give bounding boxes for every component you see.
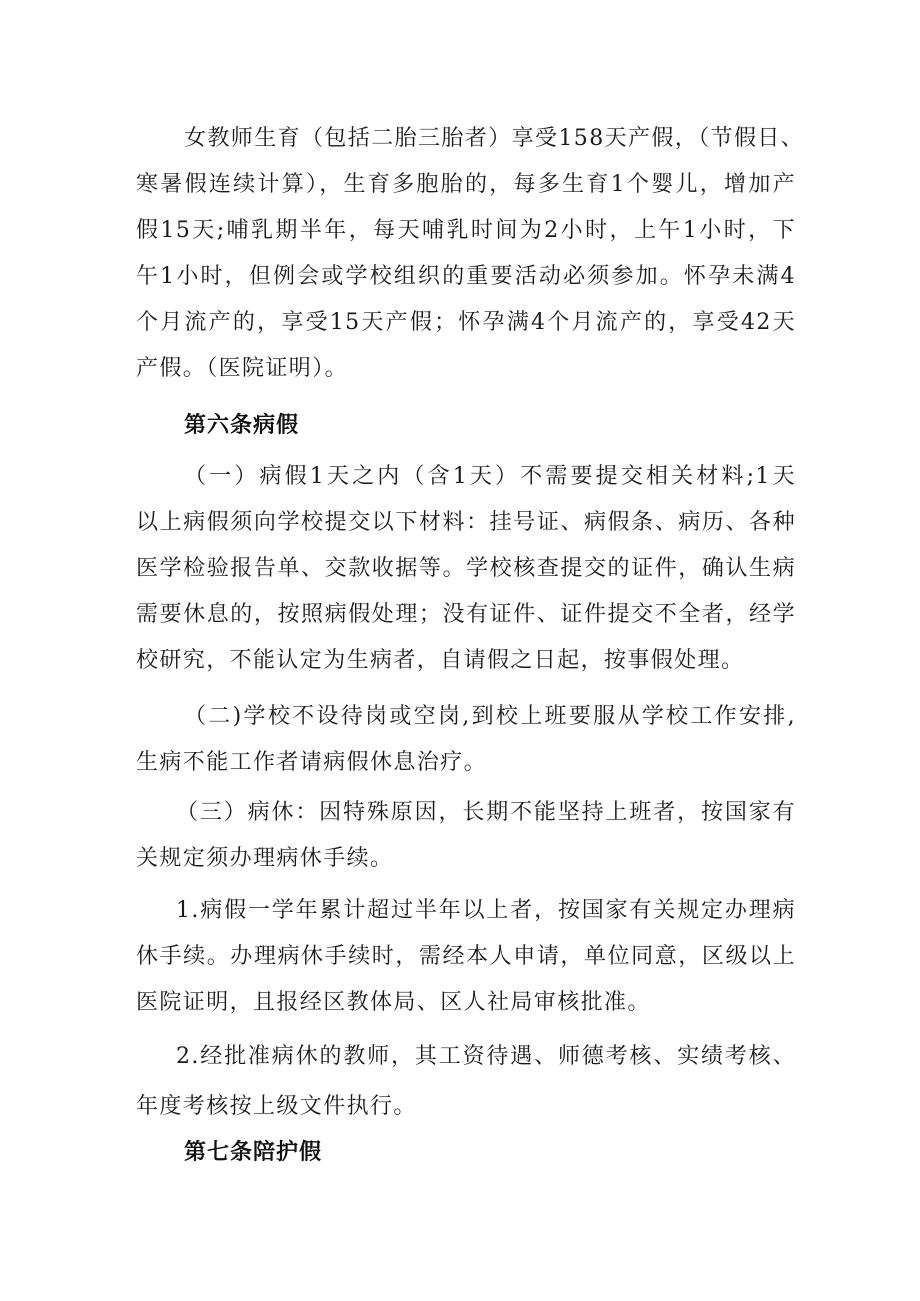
paragraph-sick-rest-1-line-1: 1.病假一学年累计超过半年以上者，按国家有关规定办理病 — [176, 898, 796, 923]
paragraph-sick-rest-2-line-2: 年度考核按上级文件执行。 — [136, 1094, 417, 1119]
paragraph-sick-leave-1-line-2: 以上病假须向学校提交以下材料：挂号证、病假条、病历、各种 — [136, 510, 796, 535]
section-heading-escort-leave: 第七条陪护假 — [184, 1140, 323, 1165]
paragraph-sick-leave-3-line-1: （三）病休：因特殊原因，长期不能坚持上班者，按国家有 — [176, 800, 796, 825]
paragraph-sick-rest-2-line-1: 2.经批准病休的教师，其工资待遇、师德考核、实绩考核、 — [176, 1044, 796, 1069]
paragraph-sick-leave-2-line-2: 生病不能工作者请病假休息治疗。 — [136, 750, 488, 775]
paragraph-maternity-line-1: 女教师生育（包括二胎三胎者）享受158天产假，（节假日、 — [184, 126, 805, 151]
section-heading-sick-leave: 第六条病假 — [184, 413, 300, 438]
paragraph-sick-leave-1-line-1: （一）病假1天之内（含1天）不需要提交相关材料;1天 — [184, 464, 796, 489]
paragraph-sick-leave-2-line-1: （二)学校不设待岗或空岗,到校上班要服从学校工作安排, — [184, 704, 796, 729]
paragraph-sick-rest-1-line-3: 医院证明，且报经区教体局、区人社局审核批准。 — [136, 990, 651, 1015]
paragraph-sick-leave-1-line-3: 医学检验报告单、交款收据等。学校核查提交的证件，确认生病 — [136, 556, 796, 581]
paragraph-maternity-line-5: 个月流产的，享受15天产假；怀孕满4个月流产的，享受42天 — [136, 310, 796, 335]
paragraph-maternity-line-3: 假15天;哺乳期半年，每天哺乳时间为2小时，上午1小时，下 — [136, 218, 796, 243]
paragraph-maternity-line-2: 寒暑假连续计算），生育多胞胎的，每多生育1个婴儿，增加产 — [136, 172, 796, 197]
paragraph-sick-leave-1-line-4: 需要休息的，按照病假处理；没有证件、证件提交不全者，经学 — [136, 602, 796, 627]
paragraph-maternity-line-6: 产假。（医院证明）。 — [136, 356, 349, 381]
paragraph-sick-leave-3-line-2: 关规定须办理病休手续。 — [136, 846, 394, 871]
paragraph-sick-leave-1-line-5: 校研究，不能认定为生病者，自请假之日起，按事假处理。 — [136, 648, 745, 673]
paragraph-maternity-line-4: 午1小时，但例会或学校组织的重要活动必须参加。怀孕未满4 — [136, 264, 796, 289]
paragraph-sick-rest-1-line-2: 休手续。办理病休手续时，需经本人申请，单位同意，区级以上 — [136, 944, 796, 969]
